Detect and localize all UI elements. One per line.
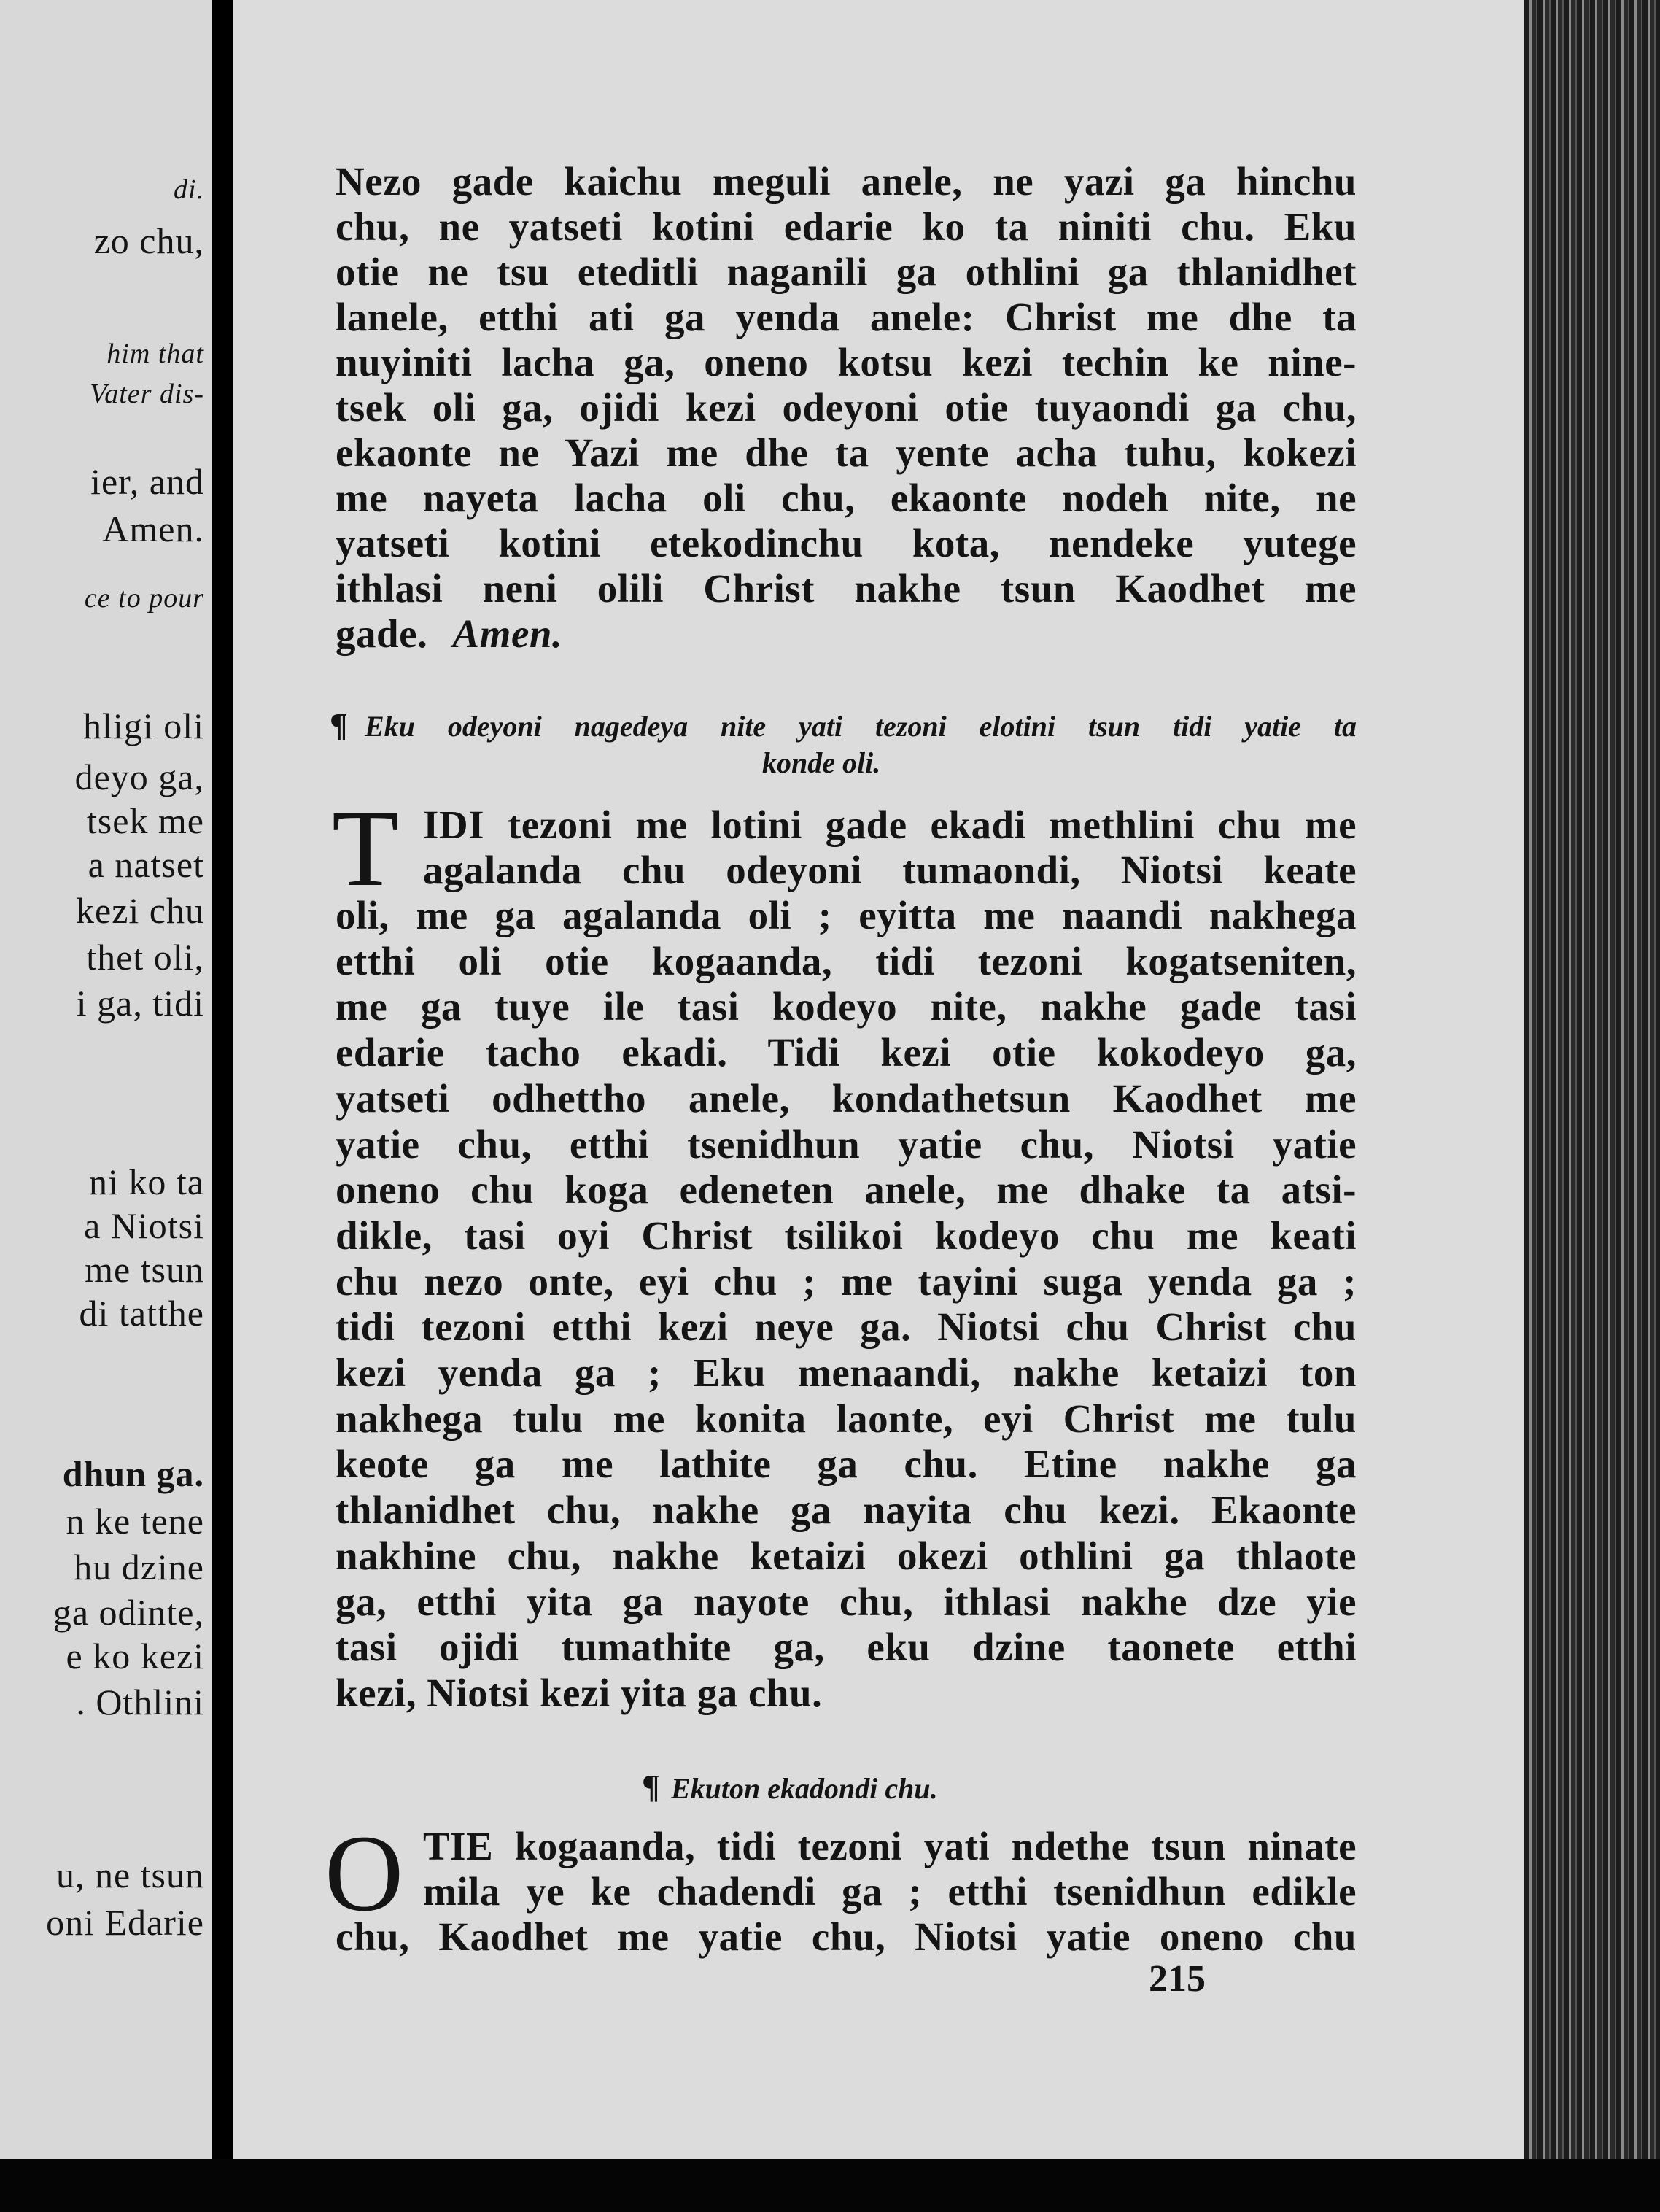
paragraph-2-line: edarie tacho ekadi. Tidi kezi otie kokodeyo ga,	[336, 1030, 1357, 1075]
left-page-line: dhun ga.	[62, 1453, 204, 1494]
paragraph-2-line: tidi tezoni etthi kezi neye ga. Niotsi chu Christ chu	[336, 1304, 1357, 1350]
left-page-line: di.	[173, 174, 204, 205]
paragraph-1-line: tsek oli ga, ojidi kezi odeyoni otie tuyaondi ga chu,	[336, 385, 1357, 430]
left-page-line: u, ne tsun	[55, 1855, 204, 1895]
paragraph-2-line: nakhine chu, nakhe ketaizi okezi othlini ga thlaote	[336, 1533, 1357, 1578]
left-page-line: hligi oli	[83, 705, 204, 746]
left-page-line: di tatthe	[79, 1293, 204, 1334]
paragraph-1-line: ithlasi neni olili Christ nakhe tsun Kaodhet me	[336, 566, 1357, 611]
left-page-line: a natset	[88, 844, 204, 885]
paragraph-1-line: me nayeta lacha oli chu, ekaonte nodeh nite, ne	[336, 476, 1357, 520]
paragraph-2-line: yatseti odhettho anele, kondathetsun Kaodhet me	[336, 1075, 1357, 1121]
pilcrow-icon: ¶	[642, 1768, 660, 1805]
left-page-line: a Niotsi	[84, 1205, 204, 1246]
paragraph-2-line: oli, me ga agalanda oli ; eyitta me naandi nakhega	[336, 893, 1357, 937]
left-page-line: tsek me	[86, 800, 204, 841]
paragraph-3-line-2: mila ye ke chadendi ga ; etthi tsenidhun edikle	[423, 1869, 1357, 1914]
paragraph-2-last-line: kezi, Niotsi kezi yita ga chu.	[336, 1671, 823, 1715]
pilcrow-icon: ¶	[330, 706, 348, 743]
scan-border	[0, 2159, 1660, 2212]
paragraph-2-line: yatie chu, etthi tsenidhun yatie chu, Niotsi yatie	[336, 1121, 1357, 1167]
rubric-1-line-1: Eku odeyoni nagedeya nite yati tezoni elotini tsun tidi yatie ta	[365, 710, 1357, 743]
left-page-line: zo chu,	[93, 220, 204, 261]
paragraph-3-line-1: TIE kogaanda, tidi tezoni yati ndethe tsun ninate	[423, 1824, 1357, 1868]
drop-cap-o: O	[325, 1813, 404, 1934]
paragraph-2-line: nakhega tulu me konita laonte, eyi Christ me tulu	[336, 1396, 1357, 1441]
paragraph-2-line: chu nezo onte, eyi chu ; me tayini suga yenda ga ;	[336, 1258, 1357, 1304]
page-number: 215	[1149, 1958, 1206, 2000]
left-page-line: thet oli,	[86, 937, 204, 978]
left-page-line: oni Edarie	[46, 1902, 204, 1943]
left-page-line: hu dzine	[74, 1547, 204, 1588]
paragraph-2-line: tasi ojidi tumathite ga, eku dzine taonete etthi	[336, 1625, 1357, 1670]
left-page-line: . Othlini	[76, 1682, 204, 1722]
amen-text: Amen.	[452, 611, 563, 656]
paragraph-1-line: ekaonte ne Yazi me dhe ta yente acha tuhu, kokezi	[336, 430, 1357, 475]
left-page-line: ce to pour	[84, 583, 204, 614]
paragraph-2-line: ga, etthi yita ga nayote chu, ithlasi nakhe dze yie	[336, 1579, 1357, 1624]
left-page-line: ni ko ta	[89, 1161, 204, 1202]
left-page-line: him that	[106, 339, 204, 369]
left-page-line: kezi chu	[76, 890, 204, 931]
page-edges	[1524, 0, 1660, 2159]
paragraph-2-line: kezi yenda ga ; Eku menaandi, nakhe ketaizi ton	[336, 1350, 1357, 1395]
rubric-1-line-2: konde oli.	[762, 746, 881, 779]
paragraph-1-end: gade.	[336, 611, 428, 656]
paragraph-2-line: me ga tuye ile tasi kodeyo nite, nakhe gade tasi	[336, 984, 1357, 1029]
rubric-2: Ekuton ekadondi chu.	[671, 1772, 938, 1805]
paragraph-2-line: thlanidhet chu, nakhe ga nayita chu kezi. Ekaonte	[336, 1488, 1357, 1533]
left-page-line: ier, and	[90, 461, 204, 502]
paragraph-1-line: nuyiniti lacha ga, oneno kotsu kezi techin ke nine-	[336, 340, 1357, 384]
left-page-line: deyo ga,	[74, 757, 204, 797]
paragraph-2-line: oneno chu koga edeneten anele, me dhake ta atsi-	[336, 1167, 1357, 1213]
paragraph-3-line-3: chu, Kaodhet me yatie chu, Niotsi yatie oneno chu	[336, 1914, 1357, 1959]
paragraph-1-line: Nezo gade kaichu meguli anele, ne yazi ga hinchu	[336, 159, 1357, 204]
paragraph-2-line: dikle, tasi oyi Christ tsilikoi kodeyo chu me keati	[336, 1213, 1357, 1258]
paragraph-2-line-1: IDI tezoni me lotini gade ekadi methlini chu me	[423, 803, 1357, 847]
left-page-line: Amen.	[102, 508, 204, 549]
left-page-line: me tsun	[85, 1249, 204, 1290]
left-page-line: ga odinte,	[53, 1592, 204, 1633]
drop-cap-t: T	[332, 788, 399, 909]
paragraph-1-line: yatseti kotini etekodinchu kota, nendeke yutege	[336, 521, 1357, 565]
left-facing-page	[0, 0, 212, 2174]
left-page-line: i ga, tidi	[76, 983, 204, 1024]
paragraph-1-line: chu, ne yatseti kotini edarie ko ta niniti chu. Eku	[336, 204, 1357, 249]
paragraph-2-line: keote ga me lathite ga chu. Etine nakhe ga	[336, 1442, 1357, 1487]
left-page-line: n ke tene	[66, 1501, 204, 1542]
left-page-line: Vater dis-	[90, 379, 204, 409]
paragraph-2-line-2: agalanda chu odeyoni tumaondi, Niotsi keate	[423, 848, 1357, 892]
paragraph-1-line: otie ne tsu eteditli naganili ga othlini ga thlanidhet	[336, 250, 1357, 294]
paragraph-1-line: lanele, etthi ati ga yenda anele: Christ me dhe ta	[336, 295, 1357, 339]
paragraph-1-last-line	[336, 611, 1357, 657]
book-gutter	[212, 0, 233, 2189]
left-page-line: e ko kezi	[66, 1636, 204, 1677]
paragraph-2-line: etthi oli otie kogaanda, tidi tezoni kogatseniten,	[336, 938, 1357, 983]
